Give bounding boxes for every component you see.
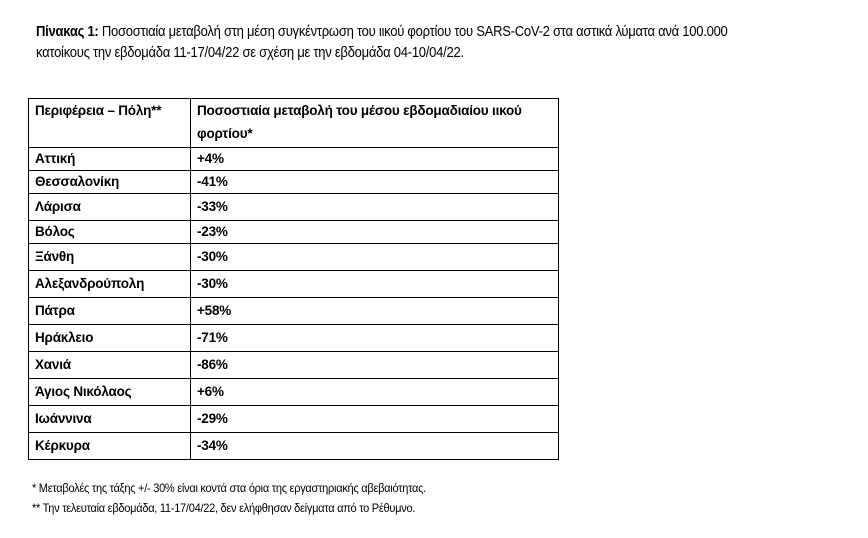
- table-row: [29, 433, 559, 460]
- change-cell: -30%: [191, 244, 559, 271]
- region-cell: Πάτρα: [29, 298, 191, 325]
- table-row: [29, 271, 559, 298]
- caption-text: Ποσοστιαία μεταβολή στη μέση συγκέντρωση του ιικού φορτίου του SARS-CoV-2 στα αστικά λύματα ανά 100.000 κατοίκους την εβδομάδα 11-17/04/22 σε σχέση με την εβδομάδα 04-10/04/22.: [36, 24, 728, 61]
- table-row: [29, 244, 559, 271]
- table-row: [29, 325, 559, 352]
- change-cell: -86%: [191, 352, 559, 379]
- footnote-rethymno: ** Την τελευταία εβδομάδα, 11-17/04/22, δεν ελήφθησαν δείγματα από το Ρέθυμνο.: [32, 501, 416, 515]
- change-cell: +58%: [191, 298, 559, 325]
- table-row: [29, 379, 559, 406]
- footnotes: [32, 478, 426, 518]
- region-cell: Αλεξανδρούπολη: [29, 271, 191, 298]
- change-cell: +4%: [191, 148, 559, 171]
- table-row: [29, 298, 559, 325]
- table-row: [29, 148, 559, 171]
- table-row: [29, 406, 559, 433]
- region-cell: Ηράκλειο: [29, 325, 191, 352]
- change-cell: -23%: [191, 221, 559, 244]
- region-cell: Ιωάννινα: [29, 406, 191, 433]
- region-cell: Χανιά: [29, 352, 191, 379]
- header-change-text: Ποσοστιαία μεταβολή του μέσου εβδομαδιαίου ιικού φορτίου*: [197, 103, 522, 141]
- caption-label: Πίνακας 1:: [36, 24, 99, 40]
- change-cell: -33%: [191, 194, 559, 221]
- region-cell: Ξάνθη: [29, 244, 191, 271]
- change-cell: -30%: [191, 271, 559, 298]
- region-cell: Άγιος Νικόλαος: [29, 379, 191, 406]
- region-cell: Θεσσαλονίκη: [29, 171, 191, 194]
- table-row: [29, 171, 559, 194]
- region-cell: Κέρκυρα: [29, 433, 191, 460]
- region-cell: Αττική: [29, 148, 191, 171]
- region-cell: Λάρισα: [29, 194, 191, 221]
- change-cell: +6%: [191, 379, 559, 406]
- footnote-uncertainty: * Μεταβολές της τάξης +/- 30% είναι κοντά στα όρια της εργαστηριακής αβεβαιότητας.: [32, 481, 426, 495]
- table-row: [29, 194, 559, 221]
- change-cell: -34%: [191, 433, 559, 460]
- change-cell: -29%: [191, 406, 559, 433]
- header-region: Περιφέρεια – Πόλη**: [29, 99, 191, 148]
- viral-load-table: [28, 98, 559, 460]
- table-header-row: [29, 99, 559, 148]
- table-caption: [36, 22, 756, 64]
- change-cell: -71%: [191, 325, 559, 352]
- region-cell: Βόλος: [29, 221, 191, 244]
- header-change: [191, 99, 559, 148]
- change-cell: -41%: [191, 171, 559, 194]
- table-row: [29, 221, 559, 244]
- table-row: [29, 352, 559, 379]
